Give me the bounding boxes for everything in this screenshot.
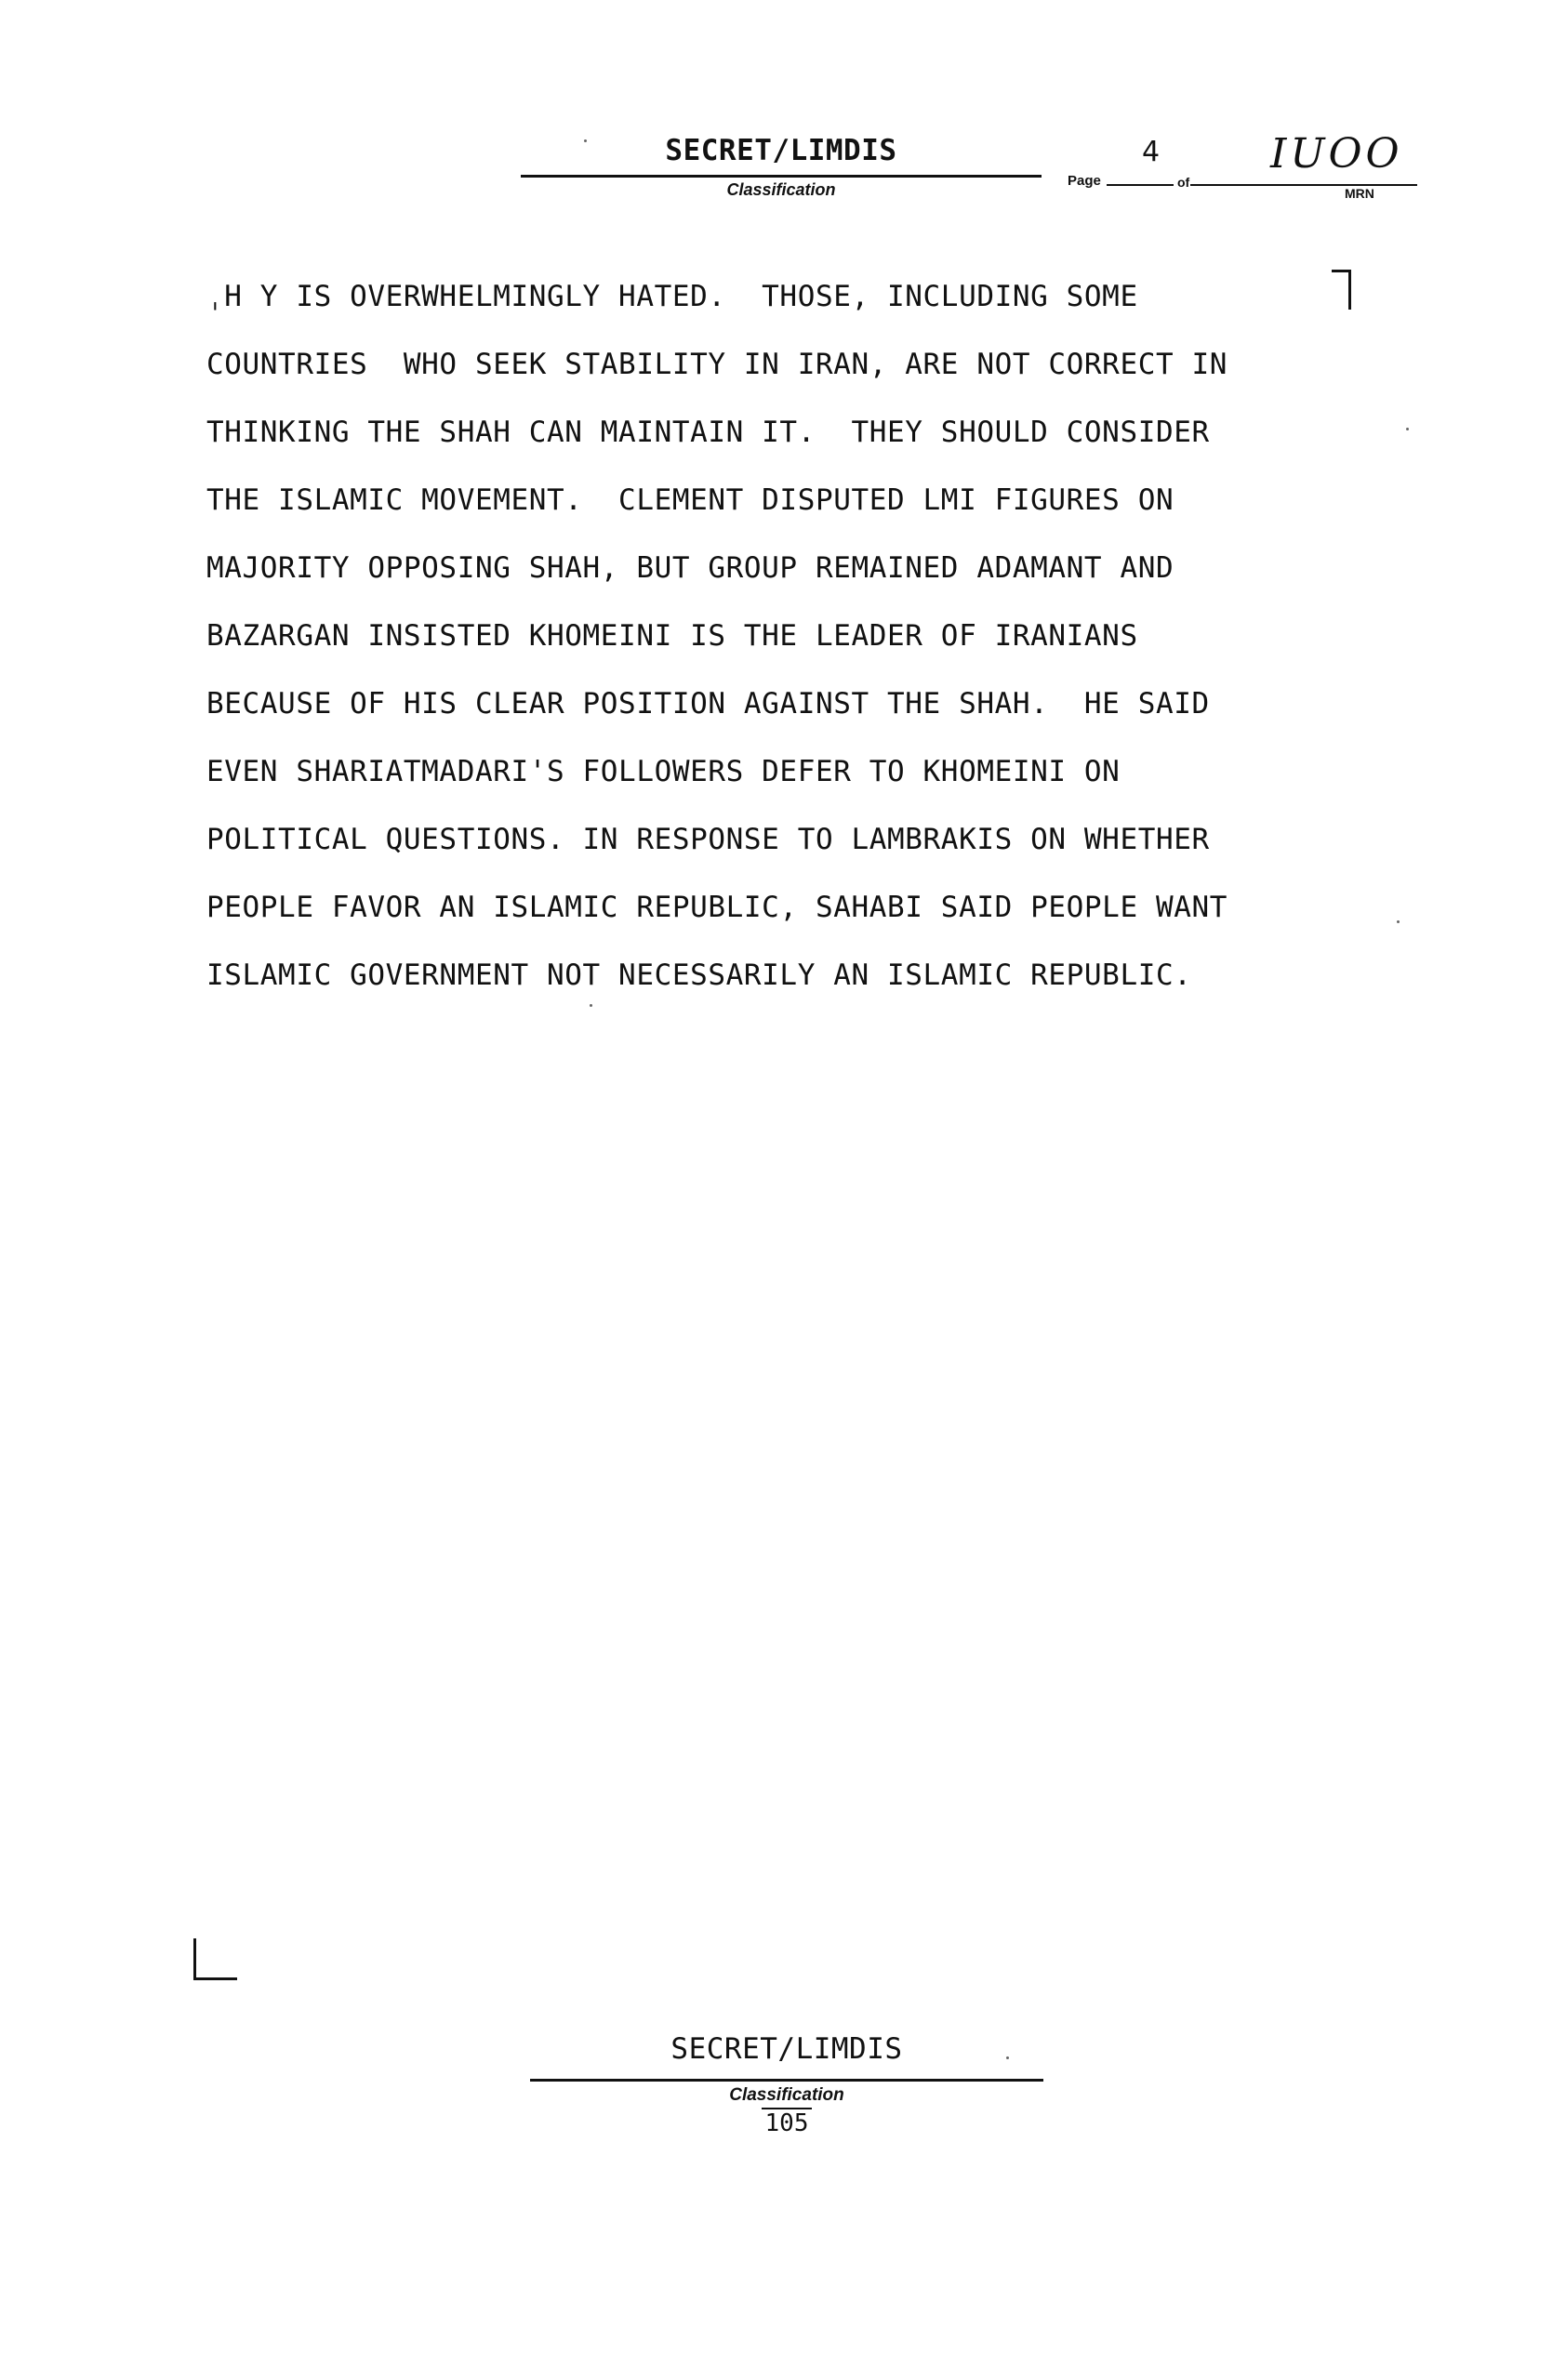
page-number-underline [1107, 184, 1174, 186]
message-number-underline [1190, 184, 1417, 186]
message-number: IUOO [1270, 130, 1403, 178]
body-line: POLITICAL QUESTIONS. IN RESPONSE TO LAMBRAKIS ON WHETHER [206, 823, 1210, 856]
body-line: ISLAMIC GOVERNMENT NOT NECESSARILY AN ISLAMIC REPUBLIC. [206, 959, 1192, 992]
mrn-label: MRN [1345, 186, 1374, 201]
header-classification: SECRET/LIMDIS [665, 134, 897, 167]
body-line: COUNTRIES WHO SEEK STABILITY IN IRAN, ARE NOT CORRECT IN [206, 348, 1228, 381]
bracket-mark [1332, 270, 1351, 310]
body-line: BAZARGAN INSISTED KHOMEINI IS THE LEADER OF IRANIANS [206, 619, 1138, 653]
footer-classification-block [530, 2032, 1043, 2137]
scan-speck [1006, 2056, 1009, 2059]
page-number: 4 [1142, 136, 1161, 168]
header-page-block [1068, 130, 1421, 201]
scan-speck [1406, 428, 1409, 430]
body-line: THE ISLAMIC MOVEMENT. CLEMENT DISPUTED LMI FIGURES ON [206, 483, 1174, 517]
body-line: BECAUSE OF HIS CLEAR POSITION AGAINST THE SHAH. HE SAID [206, 687, 1210, 721]
corner-mark [193, 1938, 237, 1980]
header-classification-label: Classification [726, 180, 836, 199]
body-line: MAJORITY OPPOSING SHAH, BUT GROUP REMAINED ADAMANT AND [206, 551, 1174, 585]
body-line: THINKING THE SHAH CAN MAINTAIN IT. THEY SHOULD CONSIDER [206, 416, 1210, 449]
footer-page-number: 105 [762, 2108, 813, 2137]
footer-classification-label: Classification [729, 2085, 844, 2105]
body-line: EVEN SHARIATMADARI'S FOLLOWERS DEFER TO KHOMEINI ON [206, 755, 1121, 788]
body-line: ˌH Y IS OVERWHELMINGLY HATED. THOSE, INCLUDING SOME [206, 280, 1138, 313]
footer-classification: SECRET/LIMDIS [670, 2032, 903, 2066]
footer-classification-rule [530, 2079, 1043, 2082]
header-classification-rule [521, 175, 1042, 178]
header-classification-block [521, 134, 1042, 200]
scan-speck [584, 139, 587, 142]
body-text [206, 263, 1415, 1010]
page-label: Page [1068, 173, 1101, 189]
body-line: PEOPLE FAVOR AN ISLAMIC REPUBLIC, SAHABI SAID PEOPLE WANT [206, 891, 1228, 924]
scan-speck [590, 1004, 592, 1007]
of-label: of [1177, 175, 1190, 190]
scan-speck [1397, 920, 1400, 923]
